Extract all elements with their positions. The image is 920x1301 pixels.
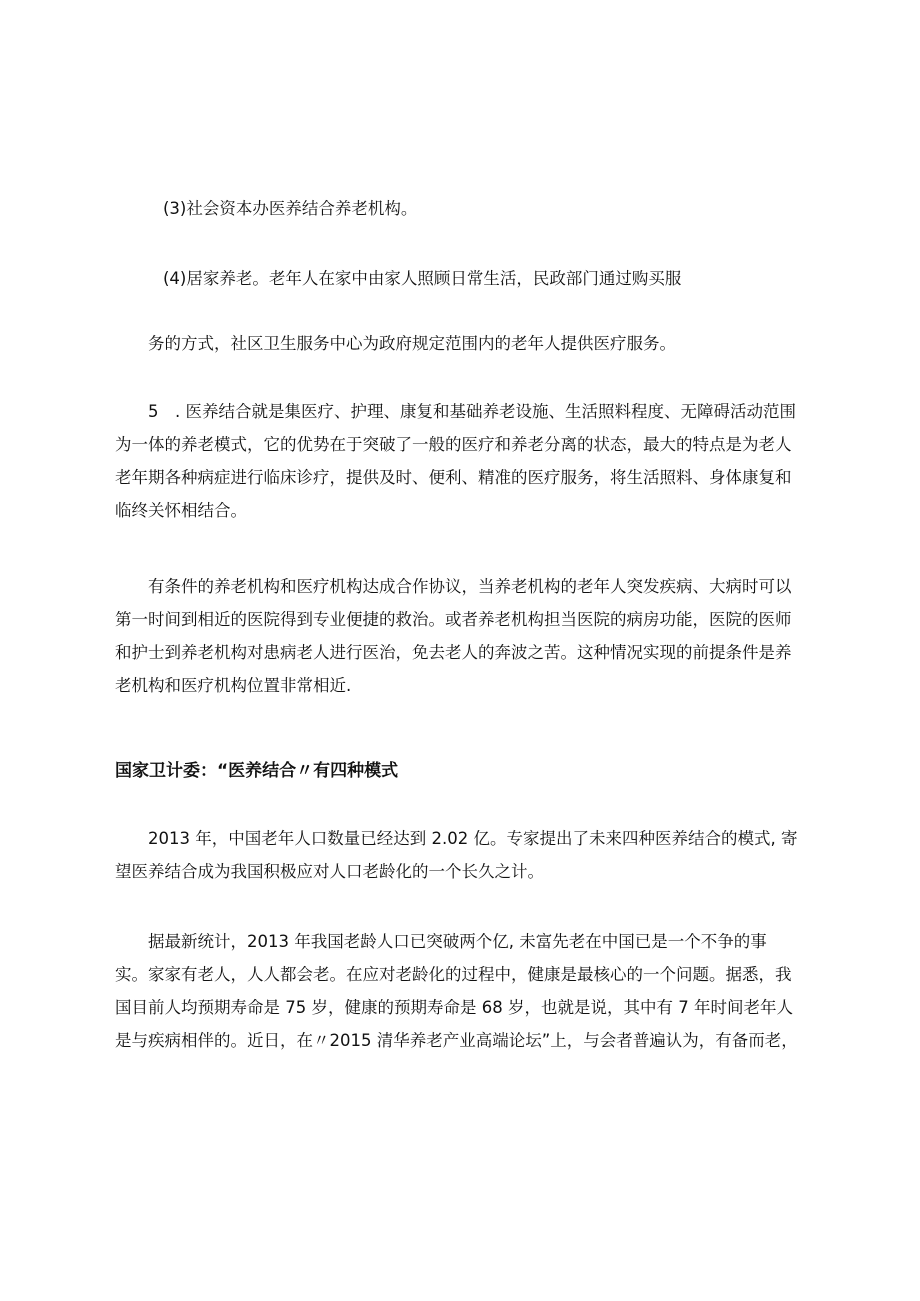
list-item-3: (3)社会资本办医养结合养老机构。 (163, 199, 418, 218)
list-item-4-line-1: (4)居家养老。老年人在家中由家人照顾日常生活，民政部门通过购买服 (163, 269, 682, 288)
paragraph-line: 国目前人均预期寿命是 75 岁，健康的预期寿命是 68 岁，也就是说，其中有 7 年时间老年人 (115, 998, 793, 1017)
paragraph-line: 5 . 医养结合就是集医疗、护理、康复和基础养老设施、生活照料程度、无障碍活动范围 (148, 402, 796, 421)
paragraph-5 (115, 395, 815, 527)
paragraph-line: 有条件的养老机构和医疗机构达成合作协议，当养老机构的老年人突发疾病、大病时可以 (148, 577, 792, 596)
paragraph-6 (115, 570, 815, 702)
paragraph-line: 实。家家有老人，人人都会老。在应对老龄化的过程中，健康是最核心的一个问题。据悉，我 (115, 965, 792, 984)
paragraph-7 (115, 822, 815, 888)
paragraph-line: 望医养结合成为我国积极应对人口老龄化的一个长久之计。 (115, 862, 544, 881)
paragraph-line: 老年期各种病症进行临床诊疗，提供及时、便利、精准的医疗服务，将生活照料、身体康复和 (115, 468, 792, 487)
list-item-4-line-2: 务的方式，社区卫生服务中心为政府规定范围内的老年人提供医疗服务。 (148, 334, 676, 353)
paragraph-8 (115, 925, 815, 1057)
paragraph-line: 和护士到养老机构对患病老人进行医治，免去老人的奔波之苦。这种情况实现的前提条件是养 (115, 643, 792, 662)
paragraph-line: 2013 年，中国老年人口数量已经达到 2.02 亿。专家提出了未来四种医养结合的模式, 寄 (148, 829, 798, 848)
paragraph-line: 老机构和医疗机构位置非常相近. (115, 676, 352, 695)
section-heading: 国家卫计委：“医养结合〃有四种模式 (115, 761, 399, 781)
paragraph-line: 据最新统计，2013 年我国老龄人口已突破两个亿, 未富先老在中国已是一个不争的事 (148, 932, 767, 951)
paragraph-line: 临终关怀相结合。 (115, 501, 247, 520)
paragraph-line: 为一体的养老模式，它的优势在于突破了一般的医疗和养老分离的状态，最大的特点是为老人 (115, 435, 792, 454)
paragraph-line: 第一时间到相近的医院得到专业便捷的救治。或者养老机构担当医院的病房功能，医院的医师 (115, 610, 792, 629)
paragraph-line: 是与疾病相伴的。近日，在〃2015 清华养老产业高端论坛”上，与会者普遍认为，有备而老， (115, 1031, 798, 1050)
